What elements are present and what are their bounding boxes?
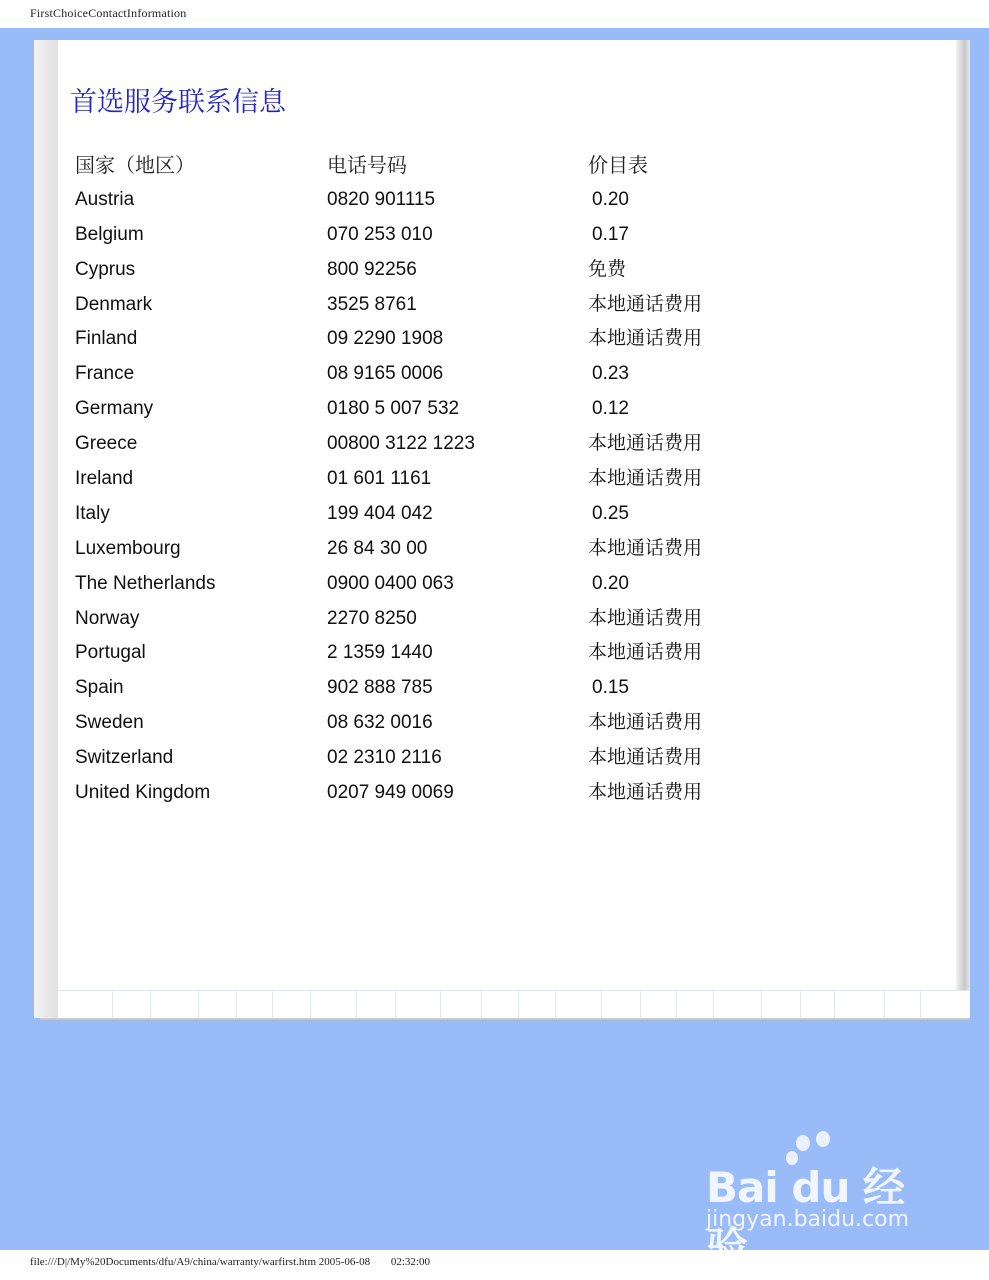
country-cell: United Kingdom	[75, 782, 211, 804]
phone-cell: 02 2310 2116	[327, 747, 442, 769]
country-cell: Luxembourg	[75, 537, 181, 559]
grid-cell-divider	[272, 991, 273, 1019]
country-cell: Germany	[75, 398, 154, 420]
table-header-row	[75, 150, 775, 185]
right-scrollbar-shadow	[956, 40, 970, 1020]
phone-cell: 800 92256	[327, 258, 417, 280]
footer-time: 02:32:00	[390, 1256, 430, 1268]
price-cell: 本地通话费用	[588, 433, 703, 455]
table-row	[75, 569, 775, 604]
country-cell: France	[75, 363, 135, 385]
country-cell: Denmark	[75, 293, 153, 315]
footer-path: file:///D|/My%20Documents/dfu/A9/china/warranty/warfirst.htm 2005-06-08	[30, 1256, 371, 1268]
contact-table	[75, 150, 775, 813]
page-title: 首选服务联系信息	[70, 87, 286, 118]
country-cell: Switzerland	[75, 747, 174, 769]
grid-cell-divider	[150, 991, 151, 1019]
price-cell: 本地通话费用	[588, 607, 703, 629]
phone-cell: 26 84 30 00	[327, 537, 428, 559]
grid-cell-divider	[713, 991, 714, 1019]
left-border	[34, 40, 58, 1018]
watermark-url: jingyan.baidu.com	[706, 1207, 910, 1232]
price-cell: 本地通话费用	[588, 747, 703, 769]
phone-cell: 3525 8761	[327, 293, 417, 315]
grid-cell-divider	[310, 991, 311, 1019]
table-row	[75, 673, 775, 708]
country-cell: Norway	[75, 607, 140, 629]
phone-cell: 00800 3122 1223	[327, 433, 475, 455]
grid-cell-divider	[236, 991, 237, 1019]
price-cell: 0.12	[592, 398, 629, 420]
table-row	[75, 778, 775, 813]
phone-cell: 01 601 1161	[327, 468, 432, 490]
price-cell: 0.23	[592, 363, 629, 385]
country-cell: Italy	[75, 502, 110, 524]
phone-cell: 09 2290 1908	[327, 328, 444, 350]
table-row	[75, 708, 775, 743]
price-cell: 本地通话费用	[588, 468, 703, 490]
table-row	[75, 255, 775, 290]
print-footer	[30, 1256, 430, 1268]
grid-cell-divider	[884, 991, 885, 1019]
watermark-logo: Bai du 经验	[706, 1163, 904, 1272]
country-cell: Portugal	[75, 642, 146, 664]
price-cell: 本地通话费用	[588, 712, 703, 734]
grid-cell-divider	[834, 991, 835, 1019]
country-cell: Greece	[75, 433, 138, 455]
table-row	[75, 638, 775, 673]
table-row	[75, 185, 775, 220]
country-cell: The Netherlands	[75, 572, 216, 594]
paw-icon	[796, 1135, 810, 1151]
phone-cell: 08 9165 0006	[327, 363, 444, 385]
phone-cell: 08 632 0016	[327, 712, 433, 734]
bottom-edge	[40, 1018, 970, 1021]
phone-cell: 2270 8250	[327, 607, 417, 629]
price-cell: 本地通话费用	[588, 537, 703, 559]
table-row	[75, 324, 775, 359]
table-row	[75, 429, 775, 464]
country-cell: Austria	[75, 188, 135, 210]
grid-cell-divider	[800, 991, 801, 1019]
table-row	[75, 604, 775, 639]
price-cell: 本地通话费用	[588, 782, 703, 804]
paw-icon-toe	[816, 1131, 830, 1147]
grid-cell-divider	[395, 991, 396, 1019]
phone-cell: 902 888 785	[327, 677, 433, 699]
phone-cell: 199 404 042	[327, 502, 433, 524]
grid-cell-divider	[640, 991, 641, 1019]
price-cell: 0.17	[592, 223, 629, 245]
grid-cell-divider	[601, 991, 602, 1019]
price-cell: 0.25	[592, 502, 629, 524]
country-cell: Cyprus	[75, 258, 136, 280]
price-cell: 本地通话费用	[588, 293, 703, 315]
table-row	[75, 534, 775, 569]
grid-cell-divider	[198, 991, 199, 1019]
bottom-grid-strip	[58, 990, 970, 1019]
price-cell: 0.15	[592, 677, 629, 699]
phone-cell: 0207 949 0069	[327, 782, 454, 804]
table-row	[75, 743, 775, 778]
baidu-watermark	[700, 1135, 940, 1272]
phone-cell: 2 1359 1440	[327, 642, 433, 664]
grid-cell-divider	[518, 991, 519, 1019]
grid-cell-divider	[440, 991, 441, 1019]
table-row	[75, 290, 775, 325]
table-row	[75, 394, 775, 429]
country-cell: Sweden	[75, 712, 144, 734]
header-country: 国家（地区）	[75, 153, 195, 177]
price-cell: 免费	[588, 258, 627, 280]
grid-cell-divider	[676, 991, 677, 1019]
table-row	[75, 499, 775, 534]
phone-cell: 0180 5 007 532	[327, 398, 460, 420]
print-header: FirstChoiceContactInformation	[30, 6, 187, 20]
table-row	[75, 220, 775, 255]
phone-cell: 070 253 010	[327, 223, 433, 245]
grid-cell-divider	[356, 991, 357, 1019]
phone-cell: 0820 901115	[327, 188, 436, 210]
grid-cell-divider	[555, 991, 556, 1019]
table-row	[75, 464, 775, 499]
price-cell: 本地通话费用	[588, 642, 703, 664]
price-cell: 0.20	[592, 188, 629, 210]
phone-cell: 0900 0400 063	[327, 572, 454, 594]
country-cell: Belgium	[75, 223, 144, 245]
grid-cell-divider	[112, 991, 113, 1019]
price-cell: 本地通话费用	[588, 328, 703, 350]
grid-cell-divider	[920, 991, 921, 1019]
grid-cell-divider	[481, 991, 482, 1019]
header-price: 价目表	[588, 153, 648, 177]
country-cell: Ireland	[75, 468, 134, 490]
grid-cell-divider	[761, 991, 762, 1019]
country-cell: Spain	[75, 677, 124, 699]
header-phone: 电话号码	[327, 153, 407, 177]
country-cell: Finland	[75, 328, 138, 350]
price-cell: 0.20	[592, 572, 629, 594]
table-row	[75, 359, 775, 394]
